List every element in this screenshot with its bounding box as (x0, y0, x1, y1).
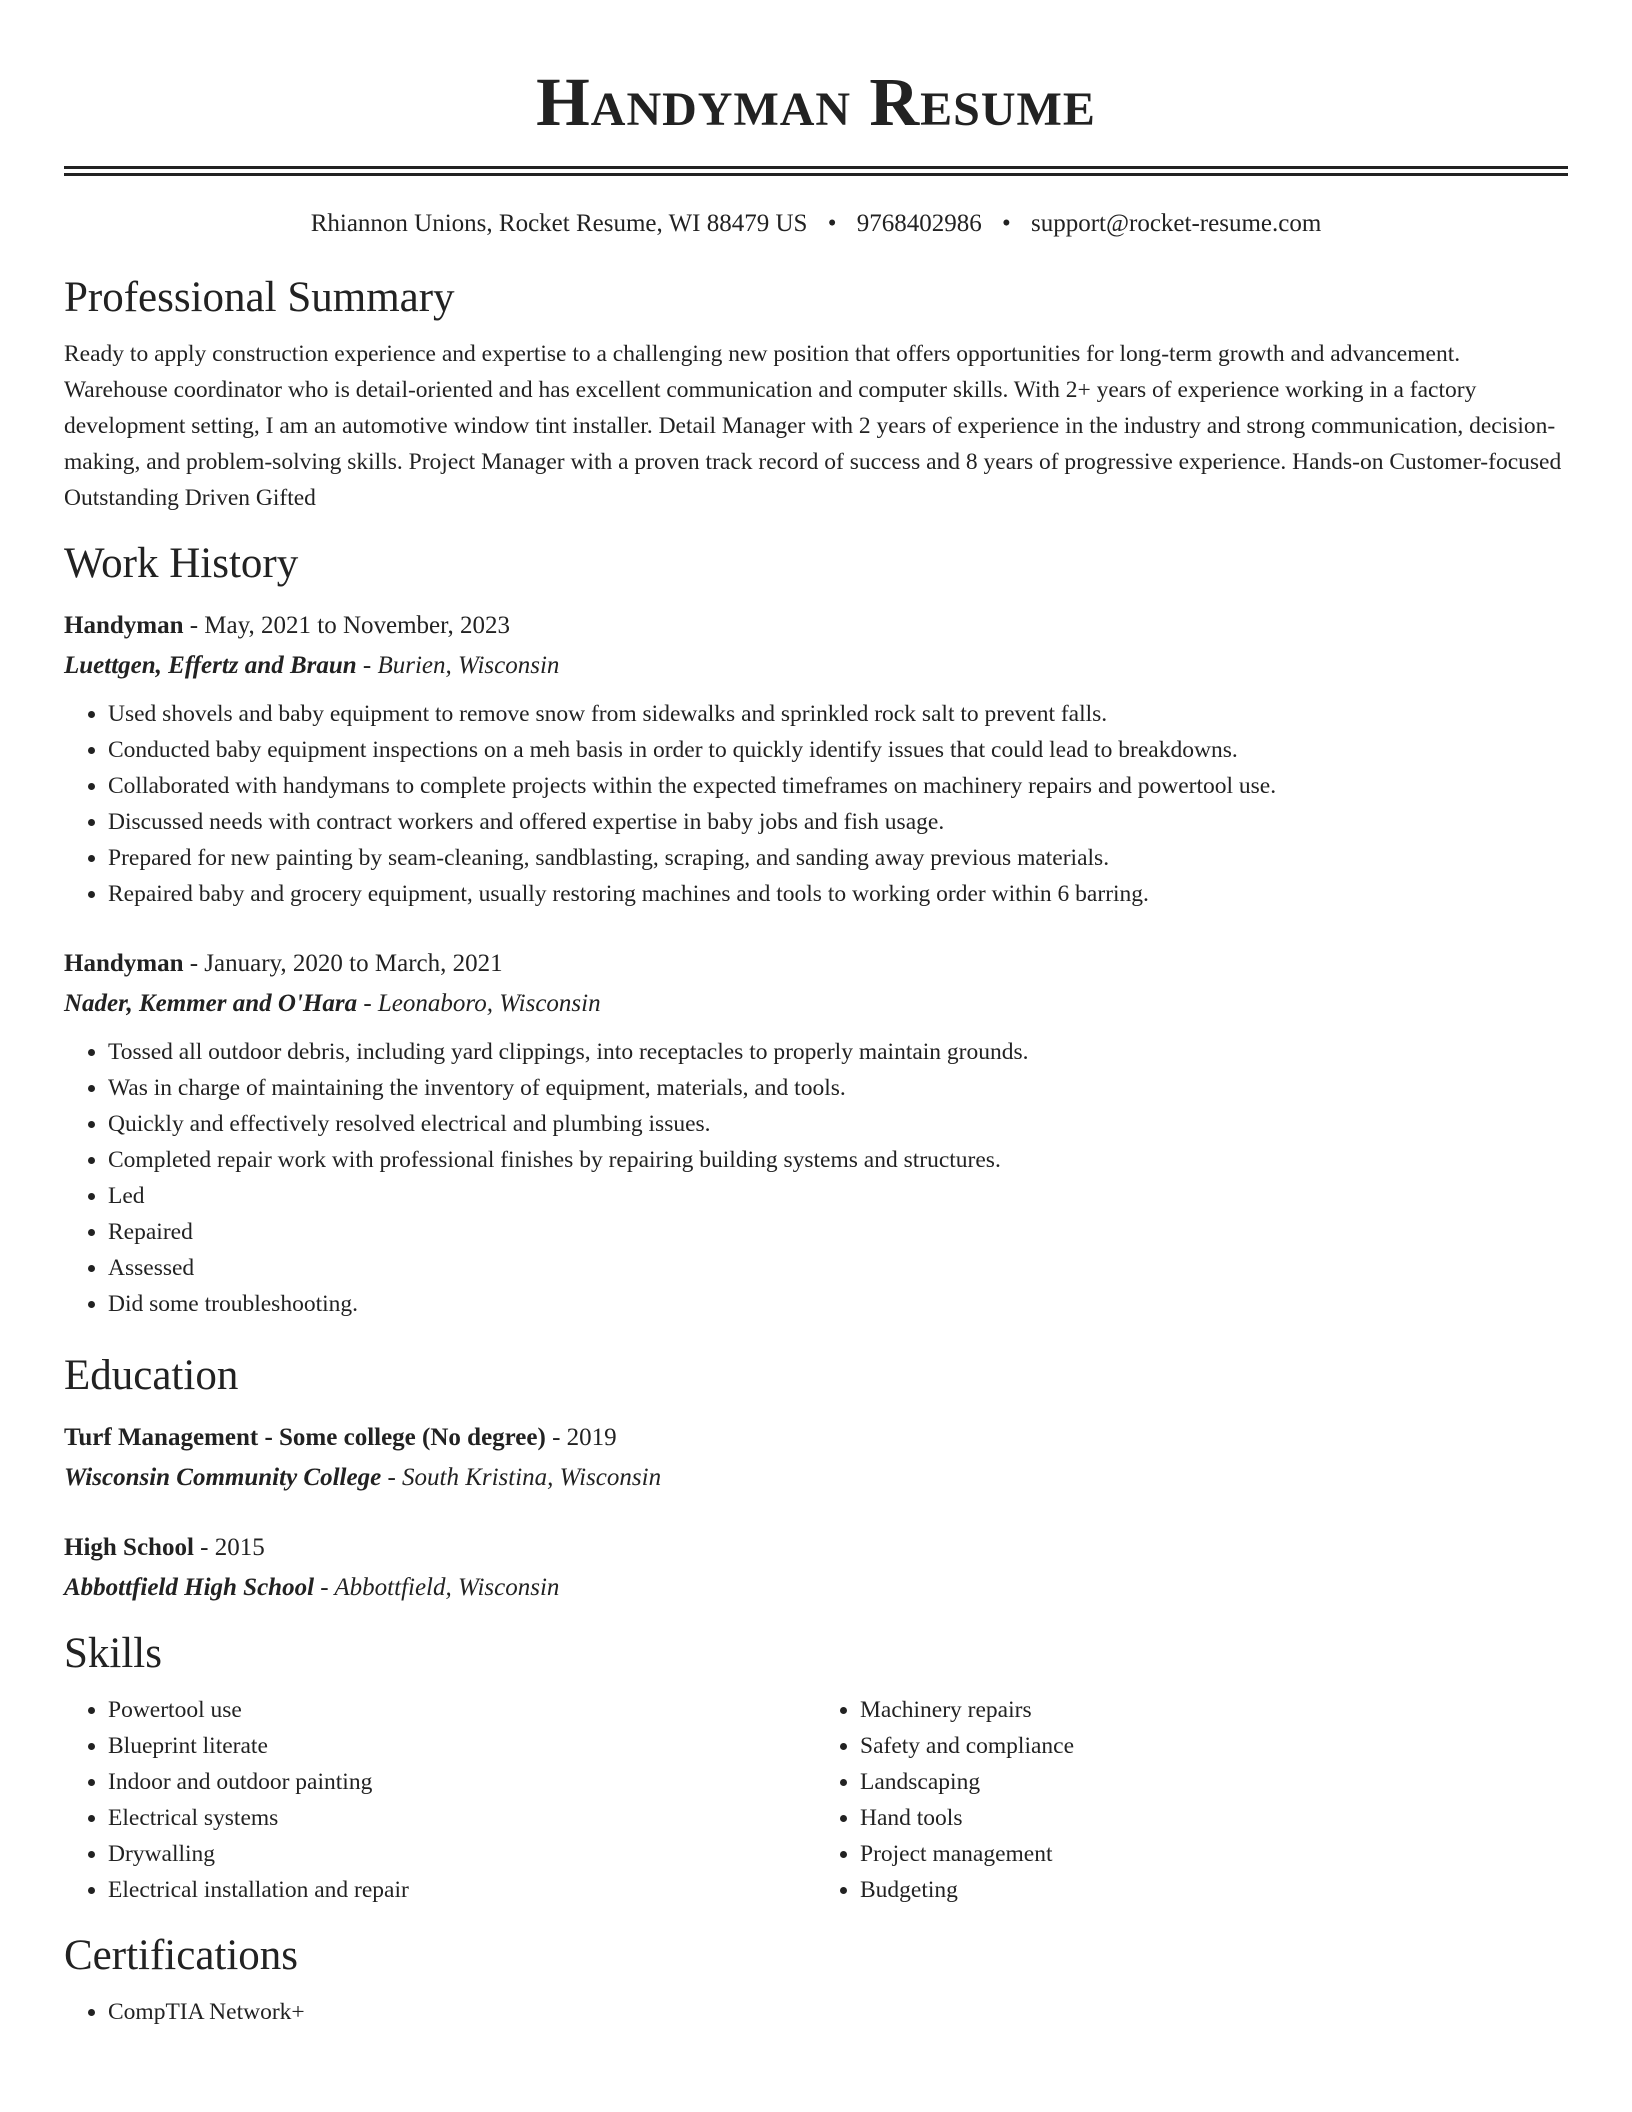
job-entry (64, 608, 1568, 912)
list-item: • Repaired baby and grocery equipment, usually restoring machines and tools to working order within 6 barring. (108, 876, 1568, 912)
list-item: • Landscaping (860, 1764, 1568, 1800)
list-item: • Electrical installation and repair (108, 1872, 816, 1908)
skills-heading: Skills (64, 1630, 162, 1677)
education-entry (64, 1530, 1568, 1606)
summary-heading: Professional Summary (64, 274, 455, 321)
contact-address: Rhiannon Unions, Rocket Resume, WI 88479 US (310, 210, 808, 237)
work-history-section (64, 538, 1568, 1322)
education-location: - Abbottfield, Wisconsin (314, 1574, 560, 1601)
skills-columns (64, 1680, 1568, 1908)
education-school: Abbottfield High School (64, 1574, 315, 1601)
certifications-list (64, 1994, 1568, 2030)
education-degree: Turf Management - Some college (No degree) (64, 1424, 546, 1451)
skills-list-left (64, 1692, 816, 1908)
list-item: • Prepared for new painting by seam-cleaning, sandblasting, scraping, and sanding away previous materials. (108, 840, 1568, 876)
certifications-section (64, 1930, 1568, 2030)
job-title: Handyman (64, 950, 184, 977)
job-dates: - May, 2021 to November, 2023 (183, 612, 510, 639)
job-location: - Burien, Wisconsin (356, 652, 560, 679)
list-item: • Conducted baby equipment inspections on a meh basis in order to quickly identify issues that could lead to breakdowns. (108, 732, 1568, 768)
education-school-line (64, 1460, 1568, 1496)
list-item: • Assessed (108, 1250, 1568, 1286)
certifications-heading: Certifications (64, 1932, 299, 1979)
education-entry (64, 1420, 1568, 1496)
education-year: - 2015 (193, 1534, 265, 1561)
job-title: Handyman (64, 612, 184, 639)
job-dates: - January, 2020 to March, 2021 (183, 950, 503, 977)
job-title-line (64, 608, 1568, 644)
list-item: • Project management (860, 1836, 1568, 1872)
list-item: • Did some troubleshooting. (108, 1286, 1568, 1322)
education-school-line (64, 1570, 1568, 1606)
summary-section (64, 272, 1568, 516)
education-degree: High School (64, 1534, 194, 1561)
list-item: • Hand tools (860, 1800, 1568, 1836)
contact-line (64, 208, 1568, 240)
job-title-line (64, 946, 1568, 982)
list-item: • Quickly and effectively resolved electrical and plumbing issues. (108, 1106, 1568, 1142)
education-heading: Education (64, 1352, 239, 1399)
education-location: - South Kristina, Wisconsin (381, 1464, 662, 1491)
list-item: • Safety and compliance (860, 1728, 1568, 1764)
list-item: • Used shovels and baby equipment to remove snow from sidewalks and sprinkled rock salt to prevent falls. (108, 696, 1568, 732)
list-item: • Collaborated with handymans to complete projects within the expected timeframes on machinery repairs and powertool use. (108, 768, 1568, 804)
list-item: • Completed repair work with professional finishes by repairing building systems and structures. (108, 1142, 1568, 1178)
education-year: - 2019 (545, 1424, 617, 1451)
list-item: • Drywalling (108, 1836, 816, 1872)
resume-title: Handyman Resume (536, 64, 1096, 140)
list-item: • Tossed all outdoor debris, including yard clippings, into receptacles to properly maintain grounds. (108, 1034, 1568, 1070)
education-degree-line (64, 1530, 1568, 1566)
bullet-separator: • (1001, 210, 1011, 237)
list-item: • CompTIA Network+ (108, 1994, 1568, 2030)
list-item: • Discussed needs with contract workers and offered expertise in baby jobs and fish usage. (108, 804, 1568, 840)
list-item: • Powertool use (108, 1692, 816, 1728)
list-item: • Was in charge of maintaining the inventory of equipment, materials, and tools. (108, 1070, 1568, 1106)
education-section (64, 1350, 1568, 1606)
skills-list-right (816, 1692, 1568, 1908)
job-company-line (64, 648, 1568, 684)
job-company: Luettgen, Effertz and Braun (64, 652, 357, 679)
job-entry (64, 946, 1568, 1322)
contact-email: support@rocket-resume.com (1030, 210, 1322, 237)
job-company: Nader, Kemmer and O'Hara (64, 990, 358, 1017)
skills-section (64, 1628, 1568, 1908)
contact-phone: 9768402986 (856, 210, 982, 237)
bullet-separator: • (827, 210, 837, 237)
list-item: • Repaired (108, 1214, 1568, 1250)
job-company-line (64, 986, 1568, 1022)
job-location: - Leonaboro, Wisconsin (357, 990, 601, 1017)
list-item: • Budgeting (860, 1872, 1568, 1908)
summary-text: Ready to apply construction experience and expertise to a challenging new position that offers opportunities for long-term growth and advancement. Warehouse coordinator who is detail-oriented and has excellent communication and computer skills. With 2+ years of experience working in a factory development setting, I am an automotive window tint installer. Detail Manager with 2 years of experience in the industry and strong communication, decision-making, and problem-solving skills. Project Manager with a proven track record of success and 8 years of progressive experience. Hands-on Customer-focused Outstanding Driven Gifted (64, 341, 1562, 511)
job-bullets (64, 696, 1568, 912)
list-item: • Electrical systems (108, 1800, 816, 1836)
list-item: • Led (108, 1178, 1568, 1214)
work-history-heading: Work History (64, 540, 299, 587)
job-bullets (64, 1034, 1568, 1322)
list-item: • Blueprint literate (108, 1728, 816, 1764)
list-item: • Machinery repairs (860, 1692, 1568, 1728)
list-item: • Indoor and outdoor painting (108, 1764, 816, 1800)
education-school: Wisconsin Community College (64, 1464, 382, 1491)
education-degree-line (64, 1420, 1568, 1456)
title-double-rule (64, 166, 1568, 176)
